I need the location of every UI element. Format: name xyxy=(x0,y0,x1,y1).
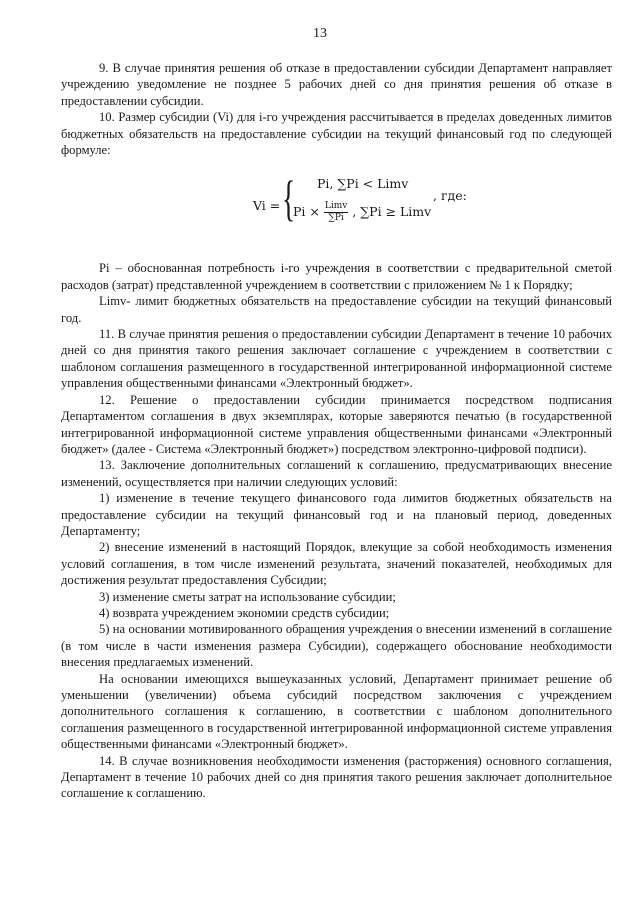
condition-3: 3) изменение сметы затрат на использование субсидии; xyxy=(99,589,396,604)
page-number: 13 xyxy=(313,26,327,41)
formula-case-2 xyxy=(293,201,431,224)
condition-4: 4) возврата учреждением экономии средств субсидии; xyxy=(99,605,390,620)
condition-5: 5) на основании мотивированного обращения учреждения о внесении изменений в соглашение (в том числе в части изменения размера Субсидии), содержащего обоснование необходимости внесения предлагаемых изменений. xyxy=(61,622,612,670)
formula-case-2-prefix: Pi × xyxy=(293,204,320,220)
fraction-numerator: Limv xyxy=(324,201,348,212)
condition-2: 2) внесение изменений в настоящий Порядок, влекущие за собой необходимость изменения условий соглашения, в том числе изменений результата, значений показателей, необходимых для достижения результат предоставления Субсидии; xyxy=(61,540,612,588)
formula-fraction xyxy=(324,201,348,224)
formula-where: , где: xyxy=(433,188,467,204)
lim-definition: Limv- лимит бюджетных обязательств на предоставление субсидии на текущий финансовый год. xyxy=(61,294,612,325)
fraction-denominator: ∑Pi xyxy=(328,213,344,224)
paragraph-11: 11. В случае принятия решения о предоставлении субсидии Департамент в течение 10 рабочих дней со дня принятия такого решения заключает соглашение с учреждением в соответствии с шаблоном соглашения размещенного в государственной интегрированной информационной системе управления общественными финансами «Электронный бюджет». xyxy=(61,327,612,391)
paragraph-14: 14. В случае возникновения необходимости изменения (расторжения) основного соглашения, Департамент в течение 10 рабочих дней со дня принятия такого решения заключает дополнительное соглашение к соглашению. xyxy=(61,753,612,801)
paragraph-13: 13. Заключение дополнительных соглашений к соглашению, предусматривающих внесение изменений, осуществляется при наличии следующих условий: xyxy=(61,458,612,489)
condition-1: 1) изменение в течение текущего финансового года лимитов бюджетных обязательств на предоставление субсидии на текущий финансовый год и на плановый период, доведенных Департаменту; xyxy=(61,491,612,538)
paragraph-10: 10. Размер субсидии (Vi) для i-го учреждения рассчитывается в пределах доведенных лимитов бюджетных обязательств на предоставление субсидии на текущий финансовый год по следующей формуле: xyxy=(61,110,612,158)
paragraph-12: 12. Решение о предоставлении субсидии принимается посредством подписания Департаментом соглашения в двух экземплярах, которые заверяются печатью (в государственной интегрированной информационной системе управления общественными финансами «Электронный бюджет» (далее - Система «Электронный бюджет») посредством электронно-цифровой подписи). xyxy=(61,392,612,456)
paragraph-9: 9. В случае принятия решения об отказе в предоставлении субсидии Департамент направляет учреждению уведомление не позднее 5 рабочих дней со дня принятия решения об отказе в предоставлении субсидии. xyxy=(61,61,612,108)
formula-lhs: Vi = xyxy=(253,198,281,214)
basis-paragraph: На основании имеющихся вышеуказанных условий, Департамент принимает решение об уменьшении (увеличении) объема субсидий посредством заключения с учреждением дополнительного соглашения к соглашению, в соответствии с шаблоном дополнительного соглашения размещенного в государственной интегрированной информационной системе управления общественными финансами «Электронный бюджет». xyxy=(61,671,612,752)
subsidy-formula xyxy=(61,164,612,246)
document-body xyxy=(61,60,612,802)
pi-definition: Pi – обоснованная потребность i-го учреждения в соответствии с предварительной сметой расходов (затрат) представленной учреждением в соответствии с приложением № 1 к Порядку; xyxy=(61,261,612,292)
formula-case-2-suffix: , ∑Pi ≥ Limv xyxy=(352,204,432,220)
formula-brace: { xyxy=(282,170,296,227)
formula-case-1: Pi, ∑Pi < Limv xyxy=(317,176,409,192)
